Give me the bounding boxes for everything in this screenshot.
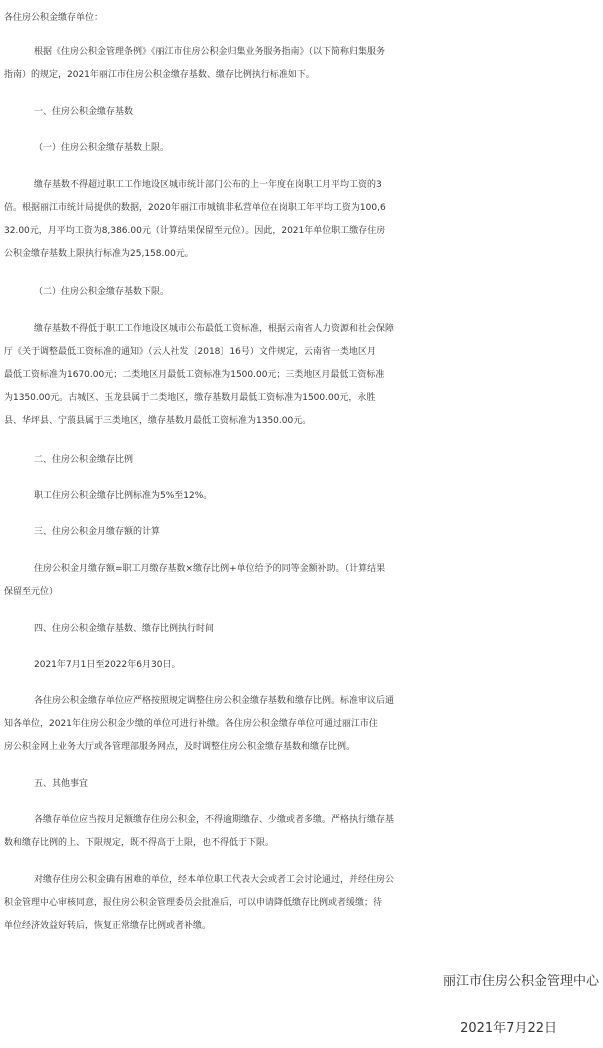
- section5-body2-line-3: 单位经济效益好转后，恢复正常缴存比例或者补缴。: [4, 921, 212, 931]
- section5-body1-line-2: 数和缴存比例的上、下限规定，既不得高于上限，也不得低于下限。: [4, 838, 275, 848]
- date: 2021年7月22日: [460, 1021, 557, 1036]
- section4-note-line-2: 知各单位，2021年住房公积金少缴的单位可进行补缴。各住房公积金缴存单位可通过丽江市住: [4, 719, 378, 729]
- section5-heading: 五、其他事宜: [34, 779, 89, 789]
- section4-note-line-1: 各住房公积金缴存单位应严格按照规定调整住房公积金缴存基数和缴存比例。标准审议后通: [34, 696, 395, 706]
- section2-body: 职工住房公积金缴存比例标准为5%至12%。: [34, 491, 213, 501]
- sub1-heading: （一）住房公积金缴存基数上限。: [34, 143, 170, 153]
- section5-body1-line-1: 各缴存单位应当按月足额缴存住房公积金，不得逾期缴存、少缴或者多缴。严格执行缴存基: [34, 815, 395, 825]
- signature: 丽江市住房公积金管理中心: [442, 974, 599, 989]
- section3-heading: 三、住房公积金月缴存额的计算: [34, 527, 161, 537]
- section5-body2-line-1: 对缴存住房公积金确有困难的单位，经本单位职工代表大会或者工会讨论通过，并经住房公: [34, 875, 395, 885]
- section4-note-line-3: 房公积金网上业务大厅或各管理部服务网点，及时调整住房公积金缴存基数和缴存比例。: [4, 742, 356, 752]
- section2-heading: 二、住房公积金缴存比例: [34, 455, 134, 465]
- sub2-heading: （二）住房公积金缴存基数下限。: [34, 287, 170, 297]
- sub2-body-line-5: 县、华坪县、宁蒗县属于三类地区，缴存基数月最低工资标准为1350.00元。: [4, 416, 312, 426]
- sub1-body-line-4: 公积金缴存基数上限执行标准为25,158.00元。: [4, 249, 194, 259]
- sub1-body-line-1: 缴存基数不得超过职工工作地设区城市统计部门公布的上一年度在岗职工月平均工资的3: [34, 180, 382, 190]
- sub1-body-line-3: 32.00元，月平均工资为8,386.00元（计算结果保留至元位）。因此，2021年单位职工缴存住房: [4, 226, 386, 236]
- sub2-body-line-3: 最低工资标准为1670.00元；二类地区月最低工资标准为1500.00元；三类地区月最低工资标准: [4, 370, 385, 380]
- sub1-body-line-2: 倍。根据丽江市统计局提供的数据，2020年丽江市城镇非私营单位在岗职工年平均工资为100,6: [4, 203, 386, 213]
- section3-body-line-2: 保留至元位）: [4, 587, 59, 597]
- section5-body2-line-2: 积金管理中心审核同意，报住房公积金管理委员会批准后，可以申请降低缴存比例或者缓缴；待: [4, 898, 383, 908]
- intro-line-1: 根据《住房公积金管理条例》《丽江市住房公积金归集业务服务指南》（以下简称归集服务: [34, 47, 386, 57]
- sub2-body-line-1: 缴存基数不得低于职工工作地设区城市公布最低工资标准，根据云南省人力资源和社会保障: [34, 324, 395, 334]
- section1-heading: 一、住房公积金缴存基数: [34, 107, 134, 117]
- sub2-body-line-2: 厅《关于调整最低工资标准的通知》（云人社发〔2018〕16号）文件规定，云南省一类地区月: [4, 347, 376, 357]
- section4-body: 2021年7月1日至2022年6月30日。: [34, 660, 181, 670]
- salutation: 各住房公积金缴存单位：: [4, 13, 104, 23]
- sub2-body-line-4: 为1350.00元。古城区、玉龙县属于二类地区，缴存基数月最低工资标准为1500.00元，永胜: [4, 393, 376, 403]
- intro-line-2: 指南）的规定，2021年丽江市住房公积金缴存基数、缴存比例执行标准如下。: [4, 70, 315, 80]
- section3-body-line-1: 住房公积金月缴存额=职工月缴存基数×缴存比例+单位给予的同等金额补助。（计算结果: [34, 564, 386, 574]
- section4-heading: 四、住房公积金缴存基数、缴存比例执行时间: [34, 624, 215, 634]
